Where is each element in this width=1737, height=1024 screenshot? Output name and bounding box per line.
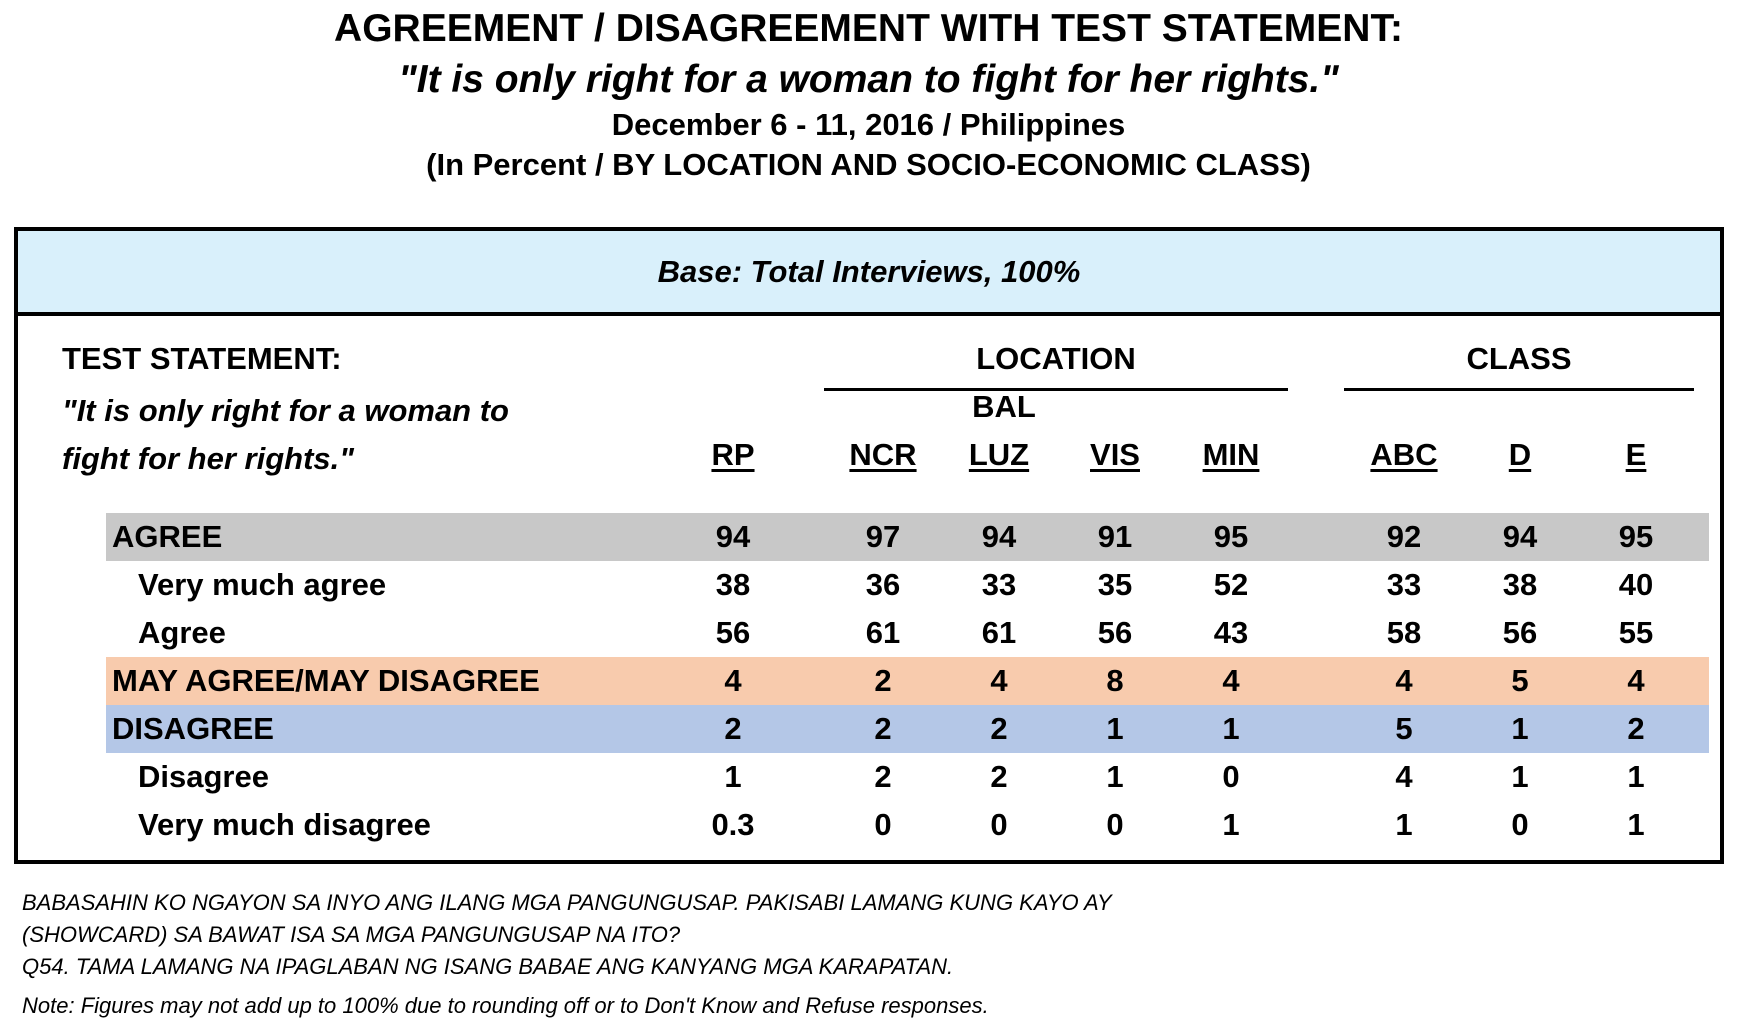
table-row: [106, 801, 1709, 849]
table-cell: 4: [990, 663, 1008, 698]
statement-label: TEST STATEMENT:: [62, 341, 342, 376]
column-header-d: D: [1508, 437, 1532, 472]
table-cell: 5: [1395, 711, 1413, 746]
survey-date: December 6 - 11, 2016 / Philippines: [611, 107, 1126, 142]
row-label: DISAGREE: [112, 711, 274, 746]
row-label: Agree: [138, 615, 226, 650]
table-cell: 2: [874, 759, 892, 794]
table-cell: 38: [715, 567, 751, 602]
table-cell: 4: [1395, 663, 1413, 698]
location-group-label: LOCATION: [976, 341, 1136, 376]
table-cell: 43: [1213, 615, 1249, 650]
table-cell: 95: [1618, 519, 1654, 554]
table-cell: 35: [1097, 567, 1133, 602]
table-cell: 0: [1106, 807, 1124, 842]
table-row: [106, 705, 1709, 753]
table-cell: 38: [1502, 567, 1538, 602]
table-cell: 2: [990, 711, 1008, 746]
statement-line-1: "It is only right for a woman to: [62, 393, 509, 428]
table-row: [106, 561, 1709, 609]
location-group-rule: [824, 388, 1288, 391]
table-cell: 55: [1618, 615, 1654, 650]
table-cell: 40: [1618, 567, 1654, 602]
table-cell: 2: [724, 711, 742, 746]
column-header-luz: LUZ: [968, 437, 1030, 472]
table-row: [106, 753, 1709, 801]
row-label: Very much agree: [138, 567, 387, 602]
table-cell: 4: [1222, 663, 1240, 698]
column-header-vis: VIS: [1090, 437, 1140, 472]
table-cell: 0: [990, 807, 1008, 842]
statement-line-2: fight for her rights.": [62, 441, 354, 476]
table-cell: 1: [1627, 759, 1645, 794]
table-cell: 52: [1213, 567, 1249, 602]
table-cell: 58: [1386, 615, 1422, 650]
column-header-rp: RP: [711, 437, 755, 472]
table-cell: 2: [1627, 711, 1645, 746]
table-cell: 0: [874, 807, 892, 842]
table-cell: 5: [1511, 663, 1529, 698]
table-row: [106, 609, 1709, 657]
question-text-line-1: BABASAHIN KO NGAYON SA INYO ANG ILANG MGA PANGUNGUSAP. PAKISABI LAMANG KUNG KAYO AY: [22, 890, 1112, 915]
table-cell: 56: [1502, 615, 1538, 650]
table-cell: 1: [1106, 759, 1124, 794]
row-label: Very much disagree: [138, 807, 431, 842]
table-cell: 56: [715, 615, 751, 650]
table-cell: 1: [1511, 759, 1529, 794]
table-cell: 2: [990, 759, 1008, 794]
table-cell: 1: [1106, 711, 1124, 746]
table-row: [106, 513, 1709, 561]
table-cell: 36: [865, 567, 901, 602]
class-group-label: CLASS: [1466, 341, 1572, 376]
row-label: MAY AGREE/MAY DISAGREE: [112, 663, 540, 698]
table-cell: 95: [1213, 519, 1249, 554]
table-cell: 94: [1502, 519, 1538, 554]
column-header-ncr: NCR: [849, 437, 917, 472]
row-label: AGREE: [112, 519, 223, 554]
table-cell: 4: [1395, 759, 1413, 794]
column-header-abc: ABC: [1370, 437, 1438, 472]
table-cell: 2: [874, 663, 892, 698]
base-banner: Base: Total Interviews, 100%: [18, 231, 1720, 316]
column-header-e: E: [1625, 437, 1647, 472]
table-cell: 61: [981, 615, 1017, 650]
table-cell: 33: [1386, 567, 1422, 602]
table-cell: 94: [981, 519, 1017, 554]
table-cell: 8: [1106, 663, 1124, 698]
table-cell: 0.3: [711, 807, 755, 842]
table-cell: 94: [715, 519, 751, 554]
class-group-rule: [1344, 388, 1694, 391]
table-cell: 33: [981, 567, 1017, 602]
test-statement-quote: "It is only right for a woman to fight for her rights.": [398, 58, 1339, 101]
column-header-min: MIN: [1202, 437, 1260, 472]
table-cell: 61: [865, 615, 901, 650]
table-cell: 97: [865, 519, 901, 554]
table-cell: 1: [724, 759, 742, 794]
table-cell: 1: [1627, 807, 1645, 842]
table-cell: 56: [1097, 615, 1133, 650]
table-cell: 1: [1395, 807, 1413, 842]
page-title: AGREEMENT / DISAGREEMENT WITH TEST STATEMENT:: [334, 7, 1403, 50]
table-cell: 1: [1511, 711, 1529, 746]
results-table: [14, 227, 1724, 864]
statement-text: [62, 387, 622, 483]
table-cell: 92: [1386, 519, 1422, 554]
table-cell: 1: [1222, 807, 1240, 842]
table-unit: (In Percent / BY LOCATION AND SOCIO-ECONOMIC CLASS): [426, 147, 1311, 182]
table-cell: 4: [724, 663, 742, 698]
table-cell: 4: [1627, 663, 1645, 698]
question-text-line-2: (SHOWCARD) SA BAWAT ISA SA MGA PANGUNGUSAP NA ITO?: [22, 922, 681, 947]
table-cell: 0: [1511, 807, 1529, 842]
table-row: [106, 657, 1709, 705]
table-cell: 2: [874, 711, 892, 746]
row-label: Disagree: [138, 759, 269, 794]
bal-prefix-label: BAL: [972, 389, 1036, 424]
table-cell: 1: [1222, 711, 1240, 746]
rounding-note: Note: Figures may not add up to 100% due to rounding off or to Don't Know and Refuse responses.: [22, 993, 989, 1018]
table-cell: 91: [1097, 519, 1133, 554]
table-cell: 0: [1222, 759, 1240, 794]
question-number-text: Q54. TAMA LAMANG NA IPAGLABAN NG ISANG BABAE ANG KANYANG MGA KARAPATAN.: [22, 954, 954, 979]
